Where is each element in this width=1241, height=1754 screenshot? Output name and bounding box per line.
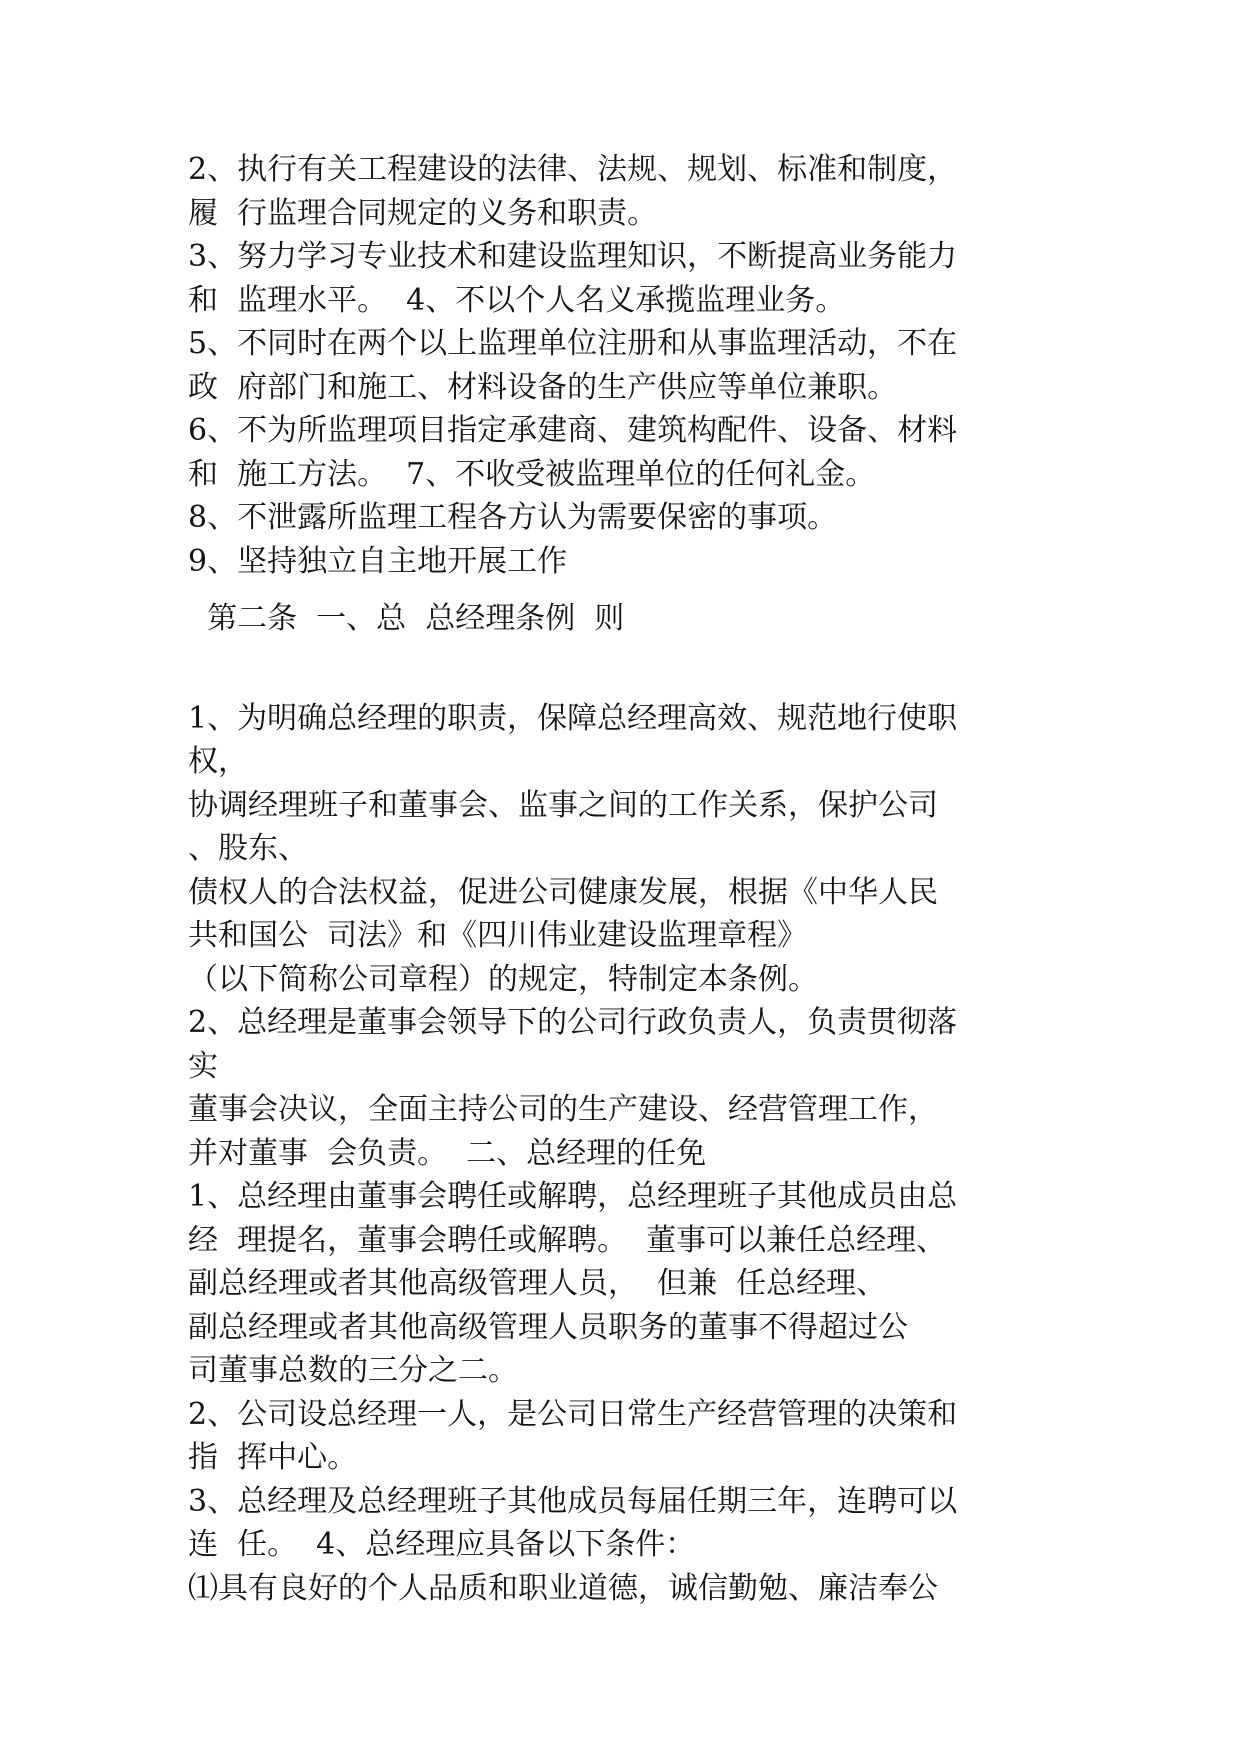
text-line: 权， [188,744,248,779]
text-line: 3、努力学习专业技术和建设监理知识，不断提高业务能力 [188,239,958,274]
text-line: 、股东、 [188,831,308,866]
section-top [188,148,1068,583]
text-line: 2、总经理是董事会领导下的公司行政负责人，负责贯彻落 [188,1005,958,1040]
text-line: 并对董事 会负责。 二、总经理的任免 [188,1135,707,1171]
text-line: 副总经理或者其他高级管理人员职务的董事不得超过公 [188,1309,908,1345]
text-line: 8、不泄露所监理工程各方认为需要保密的事项。 [188,500,838,535]
text-line: 连 任。 4、总经理应具备以下条件： [188,1527,696,1562]
text-line: 1、总经理由董事会聘任或解聘，总经理班子其他成员由总 [188,1179,958,1214]
section-bottom [188,697,1068,1611]
text-line: 指 挥中心。 [188,1440,358,1475]
text-line: 3、总经理及总经理班子其他成员每届任期三年，连聘可以 [188,1483,958,1519]
text-line: ⑴具有良好的个人品质和职业道德，诚信勤勉、廉洁奉公 [188,1570,938,1606]
text-line: 履 行监理合同规定的义务和职责。 [188,195,658,231]
text-line: 协调经理班子和董事会、监事之间的工作关系，保护公司 [188,787,938,823]
document-page [188,148,1068,1610]
section-heading: 第二条 一、总 总经理条例 则 [188,601,625,636]
text-line: 5、不同时在两个以上监理单位注册和从事监理活动，不在 [188,326,958,361]
text-line: 和 监理水平。 4、不以个人名义承揽监理业务。 [188,282,846,318]
text-line: 副总经理或者其他高级管理人员， 但兼 任总经理、 [188,1266,887,1301]
text-line: 2、公司设总经理一人，是公司日常生产经营管理的决策和 [188,1396,958,1432]
text-line: 和 施工方法。 7、不收受被监理单位的任何礼金。 [188,456,876,492]
text-line: 政 府部门和施工、材料设备的生产供应等单位兼职。 [188,369,898,405]
text-line: 9、坚持独立自主地开展工作 [188,543,568,579]
text-line: 经 理提名，董事会聘任或解聘。 董事可以兼任总经理、 [188,1222,947,1258]
text-line: （以下简称公司章程）的规定，特制定本条例。 [188,961,818,997]
text-line: 债权人的合法权益，促进公司健康发展，根据《中华人民 [188,874,938,910]
text-line: 2、执行有关工程建设的法律、法规、规划、标准和制度， [188,152,958,187]
text-line: 司董事总数的三分之二。 [188,1353,518,1388]
text-line: 6、不为所监理项目指定承建商、建筑构配件、设备、材料 [188,413,958,448]
text-line: 实 [188,1048,218,1084]
text-line: 1、为明确总经理的职责，保障总经理高效、规范地行使职 [188,700,958,736]
text-line: 共和国公 司法》和《四川伟业建设监理章程》 [188,918,808,953]
text-line: 董事会决议，全面主持公司的生产建设、经营管理工作， [188,1092,938,1127]
